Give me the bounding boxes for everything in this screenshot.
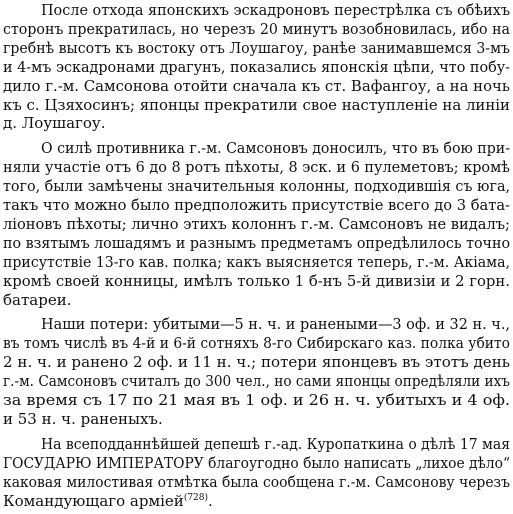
text-line: гребнѣ высотъ къ востоку отъ Лоушагоу, ранѣе занимавшемся 3-мъ (3, 38, 510, 57)
text-line: въ томъ числѣ въ 4-й и 6-й сотняхъ 8-го Сибирскаго каз. полка убито (3, 334, 510, 353)
sentence-end: . (208, 491, 213, 510)
text-line-content: Командующаго арміей (3, 491, 184, 510)
text-line: и 53 н. ч. раненыхъ. (3, 409, 163, 428)
text-line: присутствіе 13-го кав. полка; какъ выясняется теперь, г.-м. Акіама, (3, 252, 511, 271)
text-line: къ с. Цзяхосинъ; японцы прекратили свое наступленіе на линіи (3, 95, 510, 114)
text-line: ГОСУДАРЮ ИМПЕРАТОРУ благоугодно было написать „лихое дѣло“ (3, 453, 511, 472)
text-line: такъ что можно было предположить присутствіе всего до 3 бата- (3, 196, 511, 214)
text-line: батареи. (3, 290, 72, 309)
text-line: д. Лоушагоу. (3, 114, 106, 133)
text-line (3, 492, 513, 511)
text-line: няли участіе отъ 6 до 8 ротъ пѣхоты, 8 эск. и 6 пулеметовъ; кромѣ (3, 158, 510, 177)
text-line: того, были замѣчены значительныя колонны, подходившія съ юга, (3, 177, 511, 196)
text-line: за время съ 17 по 21 мая въ 1 оф. и 26 н. ч. убитыхъ и 4 оф. (3, 391, 511, 409)
text-line: сторонъ прекратилась, но черезъ 20 минутъ возобновилась, ибо на (3, 19, 511, 38)
text-line: ліоновъ пѣхоты; лично этихъ колоннъ г.-м. Самсоновъ не видалъ; (3, 214, 510, 233)
text-line: Наши потери: убитыми—5 н. ч. и ранеными—3 оф. и 32 н. ч., (41, 315, 511, 334)
text-line: 2 н. ч. и ранено 2 оф. и 11 н. ч.; потери японцевъ въ этотъ день (3, 353, 511, 372)
text-line: После отхода японскихъ эскадроновъ перестрѣлка съ обѣихъ (41, 1, 511, 19)
text-line: г.-м. Самсоновъ считалъ до 300 чел., но сами японцы опредѣляли ихъ (3, 372, 510, 391)
text-line: кромѣ своей конницы, имѣлъ только 1 б-нъ 5-й дивизіи и 2 горн. (3, 271, 510, 290)
text-line: по взятымъ лошадямъ и разнымъ предметамъ опредѣлилось точно (3, 233, 511, 252)
text-line: и 4-мъ эскадронами драгунъ, показались японскія цѣпи, что побу- (3, 57, 511, 76)
text-line: дило г.-м. Самсонова отойти сначала къ ст. Вафангоу, а на ночь (3, 76, 510, 95)
footnote-reference: (728) (183, 492, 209, 503)
text-line: О силѣ противника г.-м. Самсоновъ доносилъ, что въ бою при- (41, 139, 511, 158)
text-line: каковая милостивая отмѣтка была сообщена г.-м. Самсонову черезъ (3, 472, 510, 491)
text-line: На всеподданнѣйшей депешѣ г.-ад. Куропаткина о дѣлѣ 17 мая (41, 434, 511, 453)
